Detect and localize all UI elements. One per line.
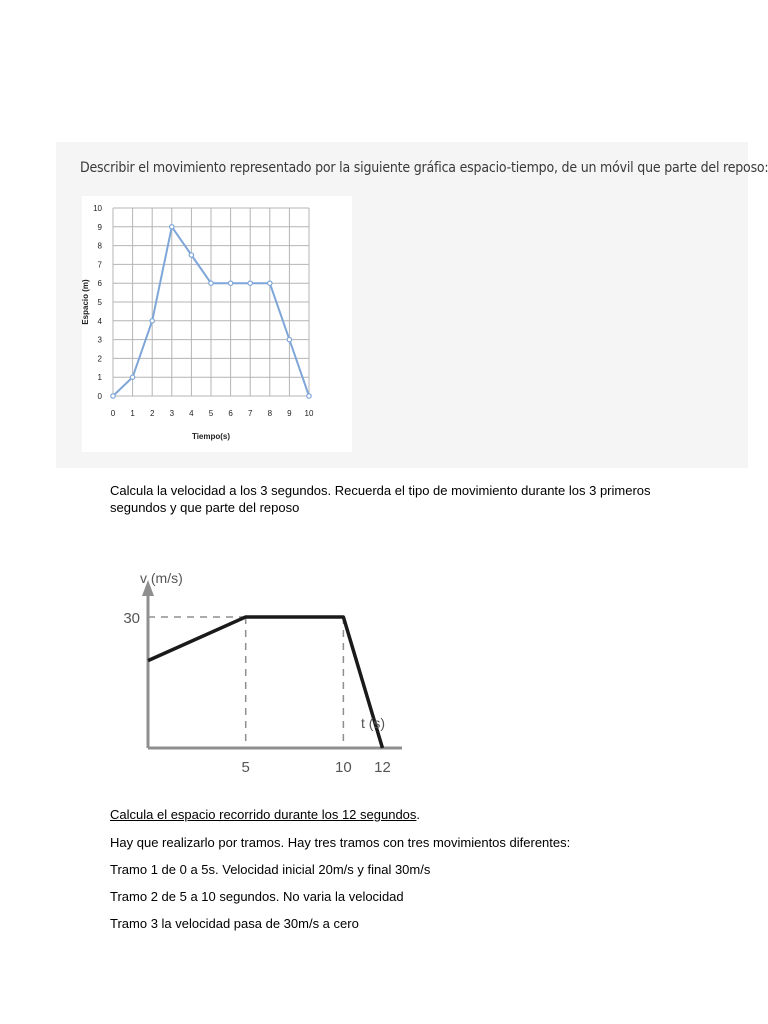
chart1-y-tick-label: 0 (97, 392, 102, 401)
chart1-x-tick-label: 3 (169, 409, 175, 418)
chart2-y-axis-label: v (m/s) (140, 570, 183, 586)
chart1-y-axis-label: Espacio (m) (81, 279, 90, 325)
chart1-x-tick-label: 4 (189, 409, 194, 418)
chart1-data-point (307, 394, 311, 398)
question-distance-text: Calcula el espacio recorrido durante los 12 segundos (110, 807, 417, 822)
chart1-y-tick-label: 6 (97, 279, 102, 289)
chart1-data-point (150, 319, 154, 323)
chart1-y-tick-label: 3 (97, 335, 102, 345)
chart1-x-tick-label: 10 (304, 409, 314, 418)
chart1-y-tick-label: 5 (97, 298, 102, 307)
chart1-data-point (248, 281, 252, 285)
chart1-y-tick-label: 10 (93, 204, 102, 213)
chart1-x-tick-label: 6 (228, 409, 233, 418)
exercise-image-panel (56, 142, 768, 468)
distance-time-chart (74, 196, 364, 456)
chart1-x-tick-label: 9 (287, 409, 292, 418)
chart1-x-tick-label: 1 (130, 409, 135, 418)
chart2-x-tick-label: 5 (241, 759, 250, 776)
chart1-x-tick-label: 5 (208, 409, 214, 418)
chart1-data-point (228, 281, 232, 285)
solution-intro: Hay que realizarlo por tramos. Hay tres tramos con tres movimientos diferentes: (110, 835, 571, 850)
chart1-x-axis-label: Tiempo(s) (191, 432, 231, 441)
chart1-x-tick-label: 2 (149, 409, 155, 418)
chart1-y-tick-label: 4 (97, 316, 102, 326)
chart2-x-tick-label: 12 (374, 759, 391, 776)
chart2-x-axis-label: t (s) (360, 715, 386, 731)
question-velocity-line2: segundos y que parte del reposo (110, 500, 300, 515)
velocity-time-chart (110, 564, 410, 778)
tramo-2-text: Tramo 2 de 5 a 10 segundos. No varia la velocidad (110, 889, 404, 904)
chart1-y-tick-label: 2 (97, 354, 102, 364)
chart1-y-tick-label: 8 (97, 241, 102, 251)
chart2-x-tick-label: 10 (335, 759, 352, 776)
chart1-data-point (209, 281, 213, 285)
chart1-data-point (111, 394, 115, 398)
tramo-1-text: Tramo 1 de 0 a 5s. Velocidad inicial 20m/s y final 30m/s (110, 862, 431, 877)
exercise-heading: Describir el movimiento representado por la siguiente gráfica espacio-tiempo, de un móvil que parte del reposo: (80, 160, 768, 176)
chart1-y-tick-label: 7 (97, 260, 102, 270)
chart1-data-point (170, 225, 174, 229)
question-distance-period: . (416, 807, 421, 822)
question-velocity-line1: Calcula la velocidad a los 3 segundos. Recuerda el tipo de movimiento durante los 3 primeros (110, 483, 651, 498)
chart1-data-point (287, 337, 291, 341)
chart1-x-tick-label: 8 (267, 409, 273, 418)
chart1-data-point (268, 281, 272, 285)
chart1-data-point (130, 375, 134, 379)
question-distance (110, 806, 420, 823)
chart1-y-tick-label: 1 (97, 373, 102, 383)
chart1-x-tick-label: 0 (110, 409, 116, 418)
tramo-3-text: Tramo 3 la velocidad pasa de 30m/s a cero (110, 916, 359, 931)
chart2-y-tick-label: 30 (123, 609, 140, 627)
chart2-series-line (148, 617, 382, 748)
chart1-x-tick-label: 7 (247, 409, 253, 418)
chart1-y-tick-label: 9 (97, 222, 102, 232)
chart1-data-point (189, 253, 193, 257)
